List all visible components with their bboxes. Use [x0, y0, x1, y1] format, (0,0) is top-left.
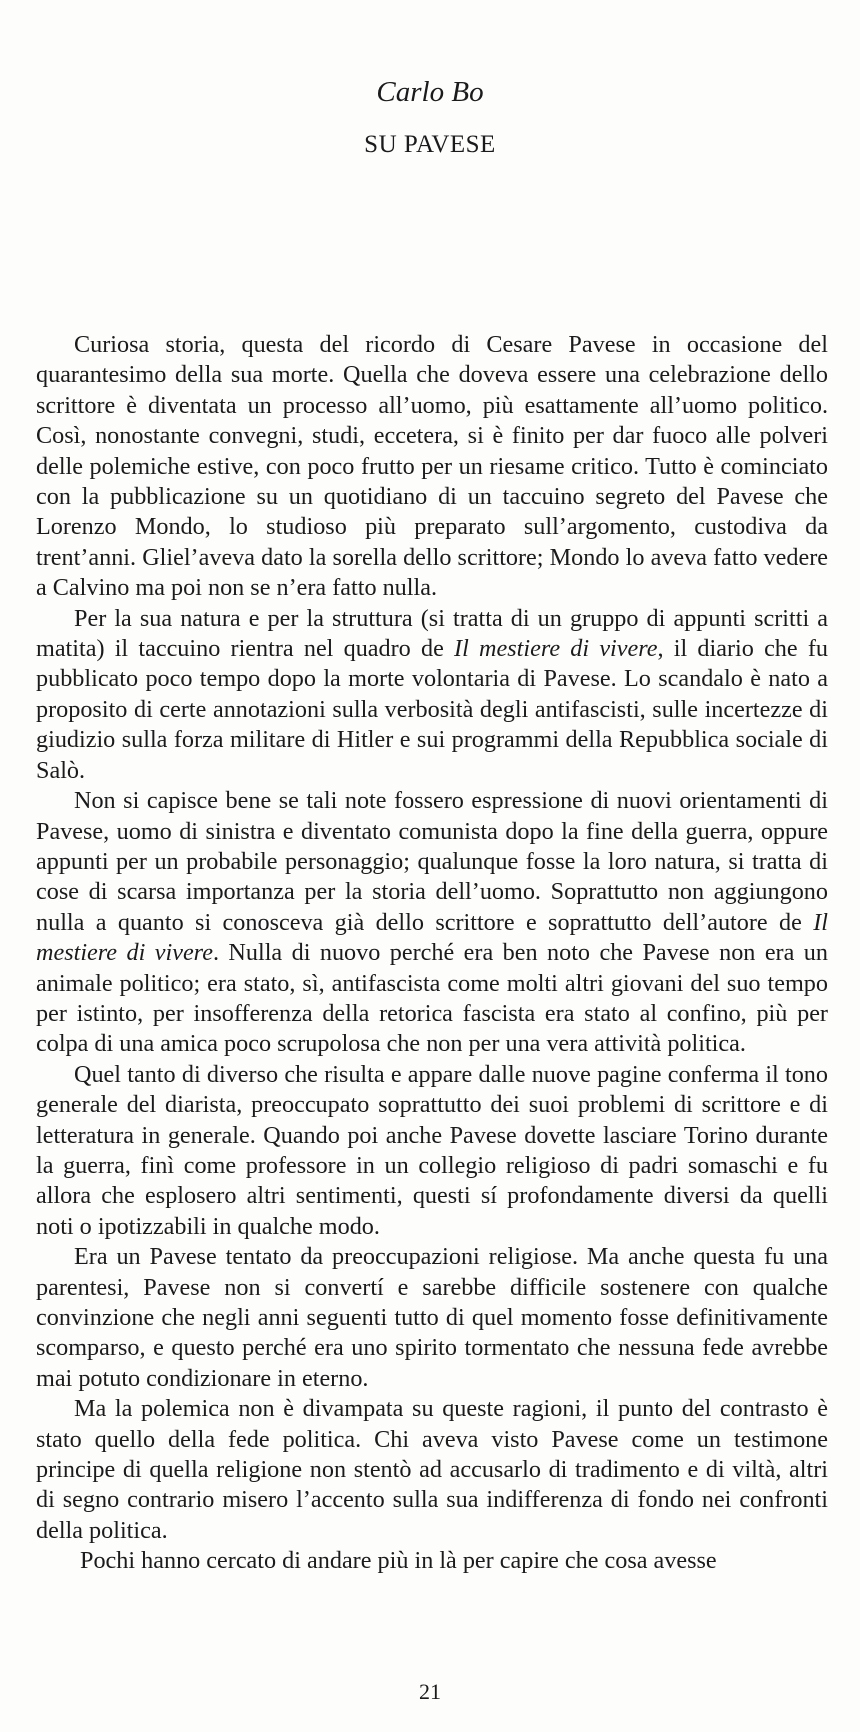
paragraph: [36, 1060, 828, 1242]
page-number: 21: [419, 1679, 441, 1704]
paragraph: [36, 330, 828, 604]
paragraph: [36, 1242, 828, 1394]
author-name: Carlo Bo: [376, 76, 484, 108]
paragraph: [36, 1394, 828, 1546]
text-run: Quel tanto di diverso che risulta e appare dalle nuove pagine conferma il tono generale del diarista, preoccupato soprattutto dei suoi problemi di scrittore e di letteratura in generale. Quando poi anche Pavese dovette lasciare Torino durante la guerra, finì come professore in un collegio religioso di padri somaschi e fu allora che esplosero altri sentimenti, questi sí profondamente diversi da quelli noti o ipotizzabili in qualche modo.: [36, 1060, 828, 1240]
book-title-italic: Il mestiere di vivere: [36, 908, 828, 967]
text-run: Per la sua natura e per la struttura (si tratta di un gruppo di appunti scritti a matita) il taccuino rientra nel quadro de: [36, 604, 828, 663]
text-run: , il diario che fu pubblicato poco tempo dopo la morte volontaria di Pavese. Lo scandalo è nato a proposito di certe annotazioni sulla verbosità degli antifascisti, sulle incertezze di giudizio sulla forza militare di Hitler e sui programmi della Repubblica sociale di Salò.: [36, 635, 828, 784]
text-run: Curiosa storia, questa del ricordo di Cesare Pavese in occasione del quarantesimo della sua morte. Quella che doveva essere una celebrazione dello scrittore è diventata un processo all’uomo, più esattamente all’uomo politico. Così, nonostante convegni, studi, eccetera, si è finito per dar fuoco alle polveri delle polemiche estive, con poco frutto per un riesame critico. Tutto è cominciato con la pubblicazione su un quotidiano di un taccuino segreto del Pavese che Lorenzo Mondo, lo studioso più preparato sull’argomento, custodiva da trent’anni. Gliel’aveva dato la sorella dello scrittore; Mondo lo aveva fatto vedere a Calvino ma poi non se n’era fatto nulla.: [36, 331, 828, 602]
paragraph: [36, 1546, 828, 1576]
paragraph: [36, 604, 828, 786]
text-run: Pochi hanno cercato di andare più in là per capire che cosa avesse: [80, 1547, 717, 1575]
book-title-italic: Il mestiere di vivere: [454, 635, 658, 663]
text-run: . Nulla di nuovo perché era ben noto che Pavese non era un animale politico; era stato, sì, antifascista come molti altri giovani del suo tempo per istinto, per insofferenza della retorica fascista era stato al confino, più per colpa di una amica poco scrupolosa che non per una vera attività politica.: [36, 939, 828, 1058]
text-run: Ma la polemica non è divampata su queste ragioni, il punto del contrasto è stato quello della fede politica. Chi aveva visto Pavese come un testimone principe di quella religione non stentò ad accusarlo di tradimento e di viltà, altri di segno contrario misero l’accento sulla sua indifferenza di fondo nei confronti della politica.: [36, 1395, 828, 1544]
text-run: Era un Pavese tentato da preoccupazioni religiose. Ma anche questa fu una parentesi, Pavese non si convertí e sarebbe difficile sostenere con qualche convinzione che negli anni seguenti tutto di quel momento fosse definitivamente scomparso, e questo perché era uno spirito tormentato che nessuna fede avrebbe mai potuto condizionare in eterno.: [36, 1243, 828, 1392]
article-title: SU PAVESE: [364, 131, 496, 158]
article-body: [36, 330, 828, 1577]
text-run: Non si capisce bene se tali note fossero espressione di nuovi orientamenti di Pavese, uomo di sinistra e diventato comunista dopo la fine della guerra, oppure appunti per un probabile personaggio; qualunque fosse la loro natura, si tratta di cose di scarsa importanza per la storia dell’uomo. Soprattutto non aggiungono nulla a quanto si conosceva già dello scrittore e soprattutto dell’autore de: [36, 787, 828, 936]
paragraph: [36, 786, 828, 1060]
